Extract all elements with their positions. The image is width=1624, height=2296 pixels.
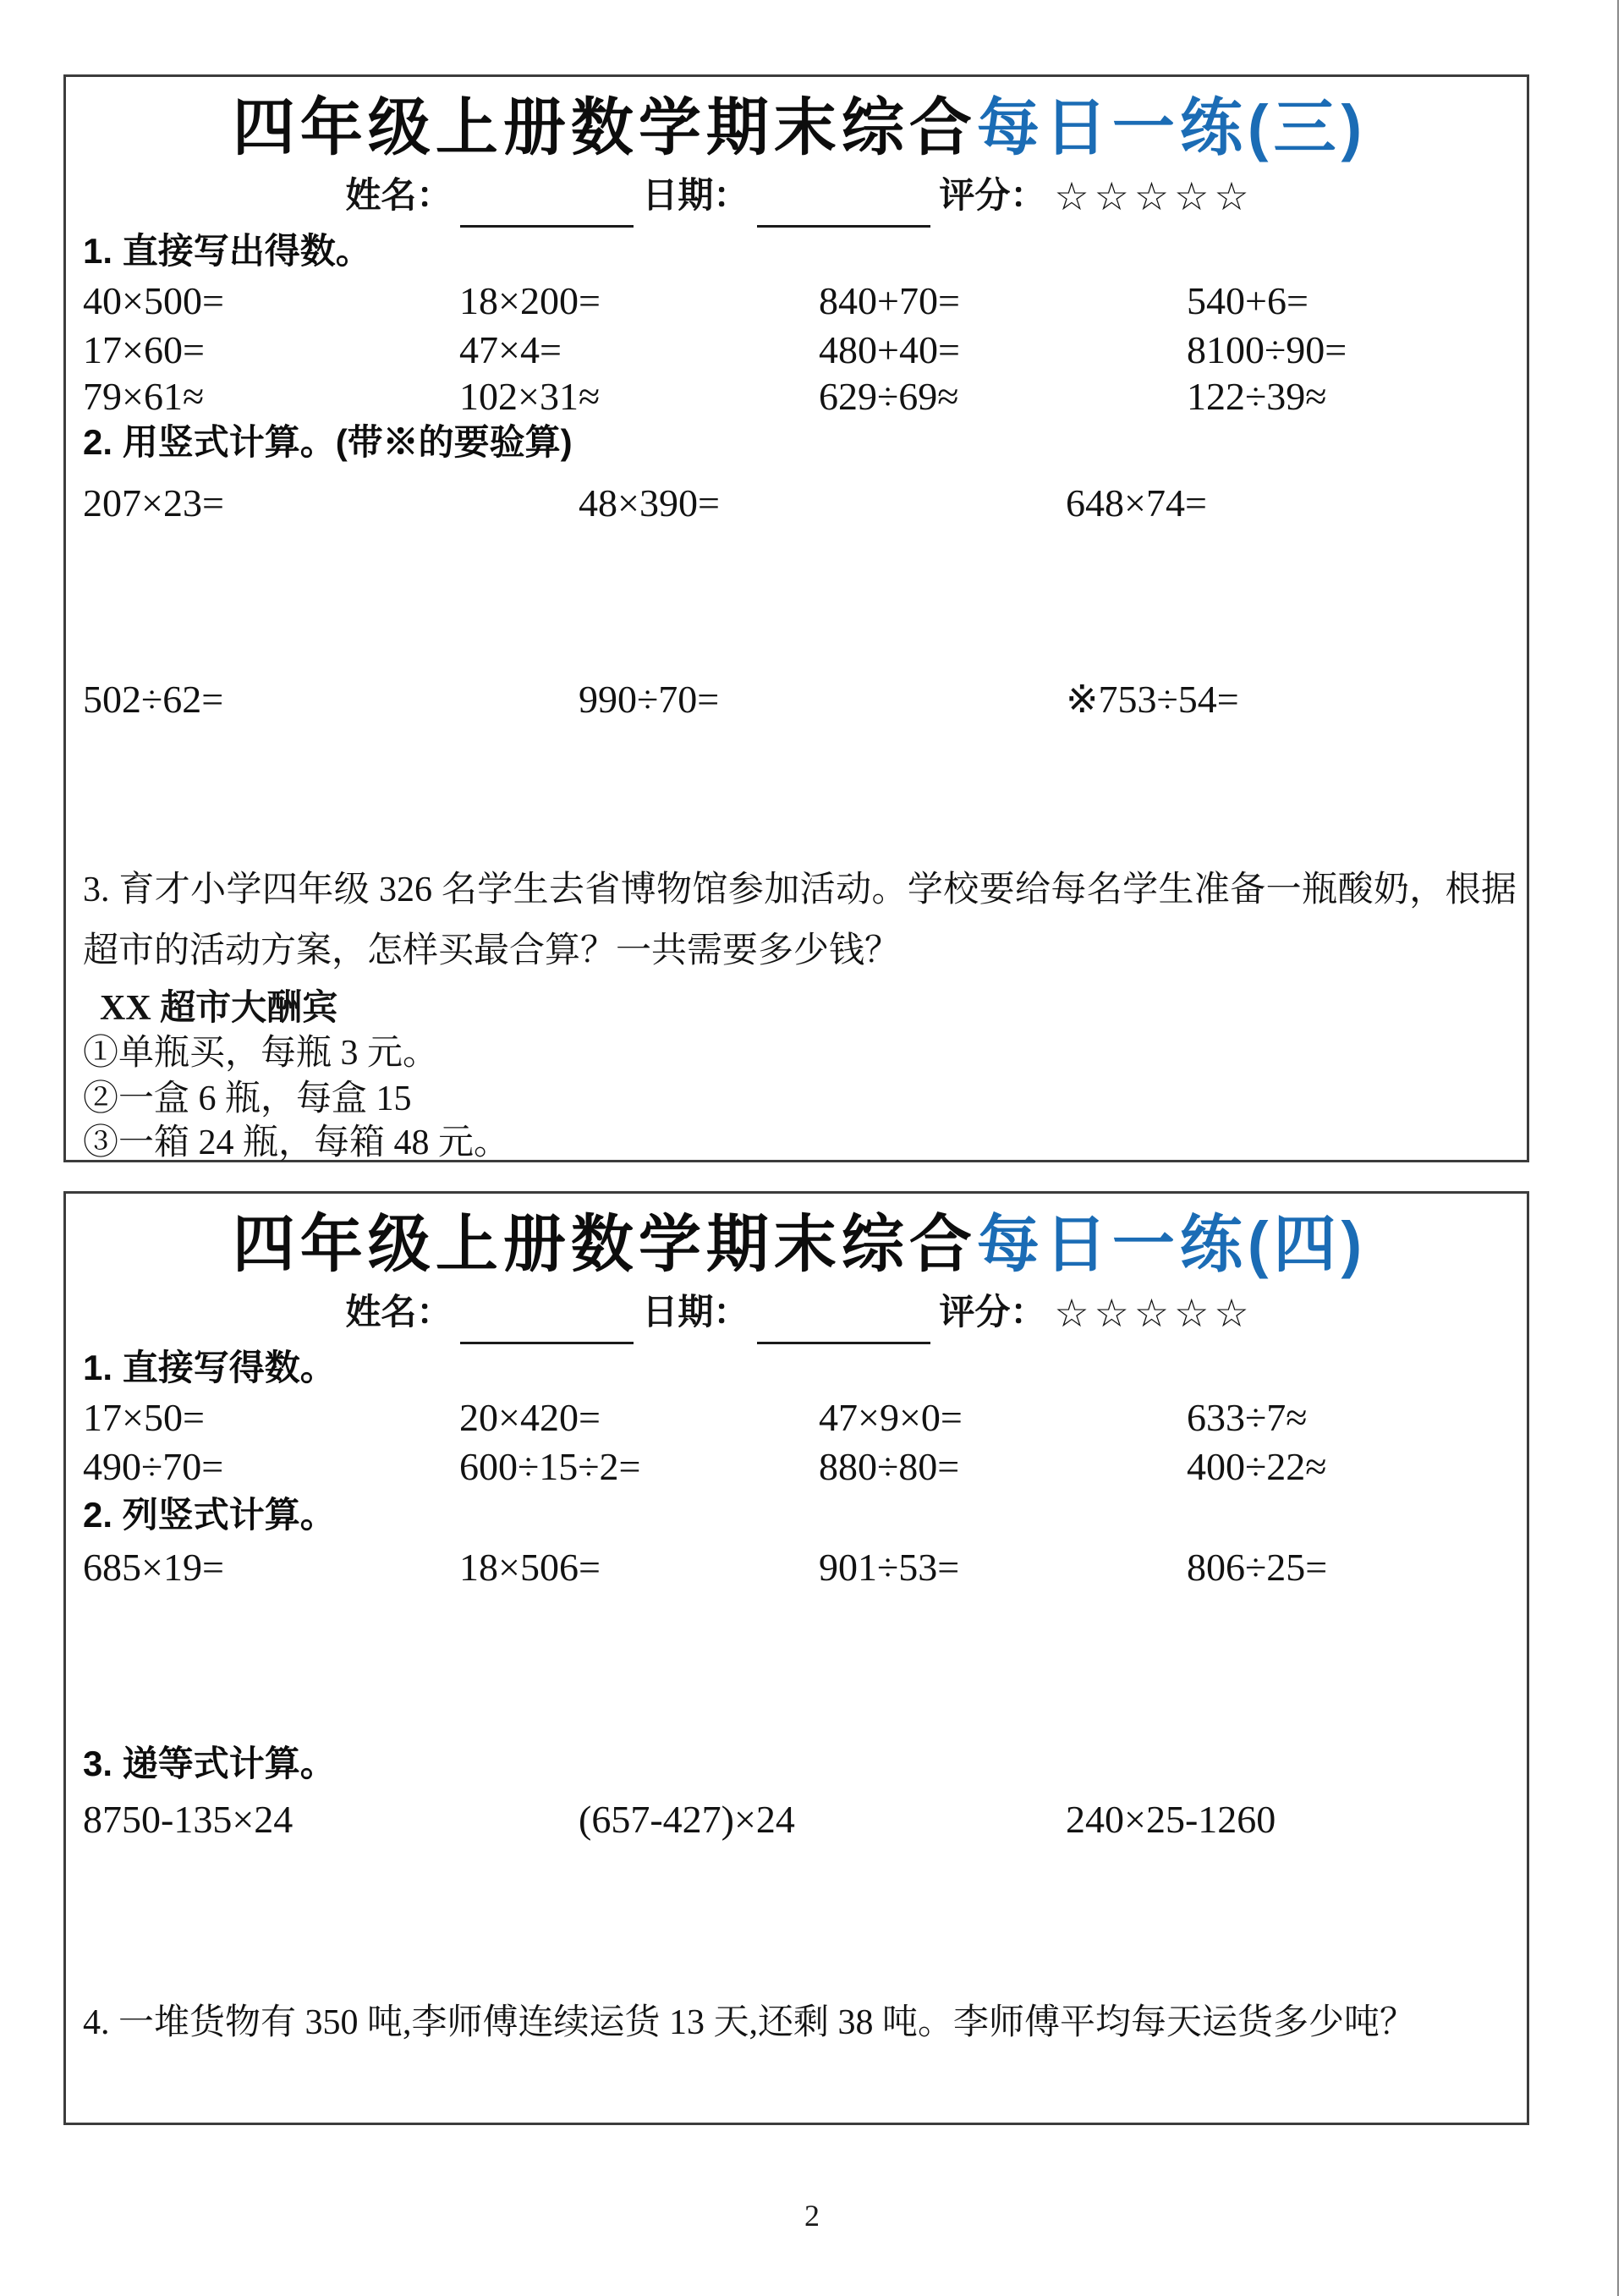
equation: 502÷62= — [83, 678, 224, 721]
equation: 880÷80= — [819, 1445, 960, 1488]
equation: 122÷39≈ — [1187, 375, 1327, 418]
title-main-text: 四年级上册数学期末综合 — [232, 92, 977, 162]
title-accent-text: 每日一练(三) — [976, 92, 1368, 162]
promo-option-3: ③一箱 24 瓶，每箱 48 元。 — [83, 1123, 510, 1162]
equation: 240×25-1260 — [1066, 1798, 1276, 1841]
equation: 47×4= — [459, 328, 562, 371]
equation: 629÷69≈ — [819, 375, 959, 418]
equation-row — [83, 1394, 1517, 1442]
date-label: 日期： — [642, 177, 749, 216]
equation: 102×31≈ — [459, 375, 601, 418]
section-2-heading: 2. 列竖式计算。 — [83, 1495, 336, 1535]
equation: 8750-135×24 — [83, 1798, 294, 1841]
equation: 8100÷90= — [1187, 328, 1347, 371]
word-problem-4: 4. 一堆货物有 350 吨,李师傅连续运货 13 天,还剩 38 吨。李师傅平均每天运货多少吨？ — [83, 2003, 1416, 2042]
worksheet-card-3 — [63, 74, 1529, 1162]
equation: 40×500= — [83, 279, 224, 322]
name-blank-line — [460, 1308, 634, 1344]
equation: 79×61≈ — [83, 375, 205, 418]
equation: 400÷22≈ — [1187, 1445, 1327, 1488]
promo-option-1: ①单瓶买，每瓶 3 元。 — [83, 1034, 439, 1073]
section-1-heading: 1. 直接写得数。 — [83, 1348, 336, 1387]
name-label: 姓名： — [345, 1294, 453, 1332]
score-label: 评分： — [939, 177, 1046, 216]
equation: 840+70= — [819, 279, 960, 322]
equation: 207×23= — [83, 481, 224, 525]
equation-row — [83, 1544, 1517, 1591]
header-fill-in-row — [83, 1290, 1517, 1336]
equation: 648×74= — [1066, 481, 1207, 525]
equation: 47×9×0= — [819, 1396, 963, 1439]
equation: 480+40= — [819, 328, 960, 371]
equation-row — [83, 1443, 1517, 1491]
header-fill-in-row — [83, 173, 1517, 219]
equation-row — [83, 480, 1517, 527]
equation-row — [83, 373, 1517, 420]
equation: 600÷15÷2= — [459, 1445, 641, 1488]
page-edge-line — [1617, 0, 1619, 2296]
name-label: 姓名： — [345, 177, 453, 216]
equation: 17×50= — [83, 1396, 205, 1439]
equation-row — [83, 1796, 1517, 1843]
equation: 18×200= — [459, 279, 601, 322]
equation: 633÷7≈ — [1187, 1396, 1308, 1439]
equation: 490÷70= — [83, 1445, 224, 1488]
name-blank-line — [460, 191, 634, 228]
equation: 540+6= — [1187, 279, 1309, 322]
section-1-heading: 1. 直接写出得数。 — [83, 231, 371, 271]
equation: 901÷53= — [819, 1546, 960, 1589]
equation: 48×390= — [579, 481, 720, 525]
title-accent-text: 每日一练(四) — [976, 1209, 1368, 1279]
worksheet-title — [83, 1206, 1517, 1283]
equation: 990÷70= — [579, 678, 720, 721]
promo-title: XX 超市大酬宾 — [100, 989, 338, 1028]
equation: 806÷25= — [1187, 1546, 1328, 1589]
equation-row — [83, 676, 1517, 723]
worksheet-title — [83, 89, 1517, 167]
date-label: 日期： — [642, 1294, 749, 1332]
equation: 17×60= — [83, 328, 205, 371]
equation-row — [83, 277, 1517, 325]
worksheet-card-4 — [63, 1191, 1529, 2125]
title-main-text: 四年级上册数学期末综合 — [232, 1209, 977, 1279]
section-3-heading: 3. 递等式计算。 — [83, 1744, 336, 1783]
equation: 20×420= — [459, 1396, 601, 1439]
equation: (657-427)×24 — [579, 1798, 795, 1841]
section-2-heading: 2. 用竖式计算。(带※的要验算) — [83, 422, 573, 462]
word-problem-3: 3. 育才小学四年级 326 名学生去省博物馆参加活动。学校要给每名学生准备一瓶酸奶，根据超市的活动方案，怎样买最合算？一共需要多少钱？ — [83, 871, 1517, 970]
promo-option-2: ②一盒 6 瓶，每盒 15 — [83, 1079, 412, 1118]
equation: 18×506= — [459, 1546, 601, 1589]
equation: 685×19= — [83, 1546, 224, 1589]
date-blank-line — [757, 191, 930, 228]
equation-row — [83, 327, 1517, 374]
score-stars: ☆☆☆☆☆ — [1054, 1290, 1254, 1336]
page-number: 2 — [804, 2199, 820, 2233]
equation: ※753÷54= — [1066, 678, 1239, 721]
score-label: 评分： — [939, 1294, 1046, 1332]
date-blank-line — [757, 1308, 930, 1344]
score-stars: ☆☆☆☆☆ — [1054, 173, 1254, 219]
